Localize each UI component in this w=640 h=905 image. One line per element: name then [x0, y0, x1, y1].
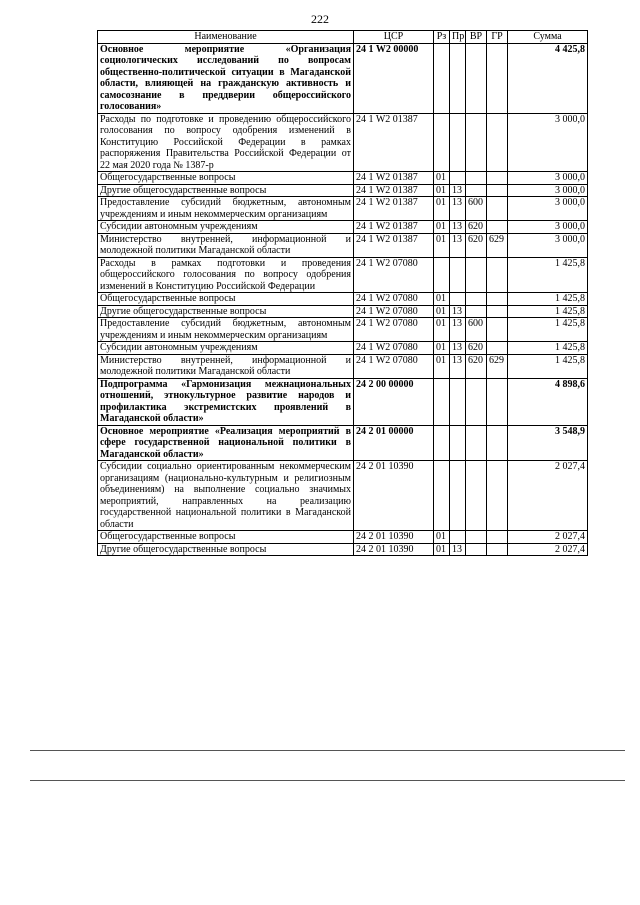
- cell-csr: 24 1 W2 07080: [354, 318, 434, 342]
- cell-gr: [487, 425, 508, 461]
- cell-name: Общегосударственные вопросы: [98, 531, 354, 544]
- cell-sum: 2 027,4: [508, 543, 588, 556]
- cell-csr: 24 2 01 10390: [354, 531, 434, 544]
- cell-rz: 01: [434, 184, 450, 197]
- cell-pr: [450, 113, 466, 172]
- header-sum: Сумма: [508, 31, 588, 44]
- cell-vr: 620: [466, 342, 487, 355]
- table-row: [98, 221, 588, 234]
- cell-name: Министерство внутренней, информационной и молодежной политики Магаданской области: [98, 354, 354, 378]
- table-row: [98, 184, 588, 197]
- cell-pr: 13: [450, 184, 466, 197]
- cell-name: Другие общегосударственные вопросы: [98, 305, 354, 318]
- cell-vr: [466, 305, 487, 318]
- table-row: [98, 461, 588, 531]
- cell-name: Основное мероприятие «Организация социологических исследований по вопросам общественно-политической ситуации в Магаданской области, влияющей на гражданскую активность и самосознание в преддверии общероссийского голосования»: [98, 43, 354, 113]
- table-row: [98, 342, 588, 355]
- table-row: [98, 113, 588, 172]
- cell-sum: 1 425,8: [508, 293, 588, 306]
- header-vr: ВР: [466, 31, 487, 44]
- cell-csr: 24 1 W2 01387: [354, 233, 434, 257]
- cell-gr: [487, 257, 508, 293]
- cell-vr: [466, 378, 487, 425]
- cell-vr: 620: [466, 233, 487, 257]
- cell-vr: [466, 293, 487, 306]
- cell-name: Основное мероприятие «Реализация мероприятий в сфере государственной национальной политики в Магаданской области»: [98, 425, 354, 461]
- cell-sum: 4 898,6: [508, 378, 588, 425]
- cell-vr: [466, 43, 487, 113]
- cell-csr: 24 1 W2 07080: [354, 342, 434, 355]
- cell-gr: [487, 305, 508, 318]
- table-row: [98, 172, 588, 185]
- cell-sum: 3 548,9: [508, 425, 588, 461]
- cell-csr: 24 1 W2 07080: [354, 354, 434, 378]
- cell-gr: [487, 531, 508, 544]
- table-row: [98, 257, 588, 293]
- table-row: [98, 293, 588, 306]
- cell-pr: [450, 461, 466, 531]
- cell-name: Министерство внутренней, информационной и молодежной политики Магаданской области: [98, 233, 354, 257]
- cell-pr: [450, 257, 466, 293]
- cell-name: Предоставление субсидий бюджетным, автономным учреждениям и иным некоммерческим организациям: [98, 318, 354, 342]
- cell-rz: [434, 461, 450, 531]
- table-header-row: [98, 31, 588, 44]
- cell-gr: [487, 461, 508, 531]
- table-row: [98, 43, 588, 113]
- cell-vr: 600: [466, 197, 487, 221]
- cell-gr: 629: [487, 233, 508, 257]
- cell-csr: 24 1 W2 07080: [354, 305, 434, 318]
- cell-gr: [487, 378, 508, 425]
- cell-pr: 13: [450, 197, 466, 221]
- cell-csr: 24 1 W2 01387: [354, 172, 434, 185]
- cell-rz: [434, 425, 450, 461]
- table-row: [98, 197, 588, 221]
- cell-csr: 24 1 W2 01387: [354, 221, 434, 234]
- cell-pr: 13: [450, 221, 466, 234]
- cell-rz: 01: [434, 293, 450, 306]
- cell-rz: [434, 257, 450, 293]
- cell-vr: 620: [466, 354, 487, 378]
- cell-csr: 24 1 W2 01387: [354, 184, 434, 197]
- cell-sum: 3 000,0: [508, 221, 588, 234]
- table-row: [98, 425, 588, 461]
- cell-pr: [450, 378, 466, 425]
- cell-vr: 620: [466, 221, 487, 234]
- cell-sum: 3 000,0: [508, 113, 588, 172]
- header-pr: Пр: [450, 31, 466, 44]
- cell-sum: 1 425,8: [508, 305, 588, 318]
- cell-pr: 13: [450, 233, 466, 257]
- cell-name: Расходы по подготовке и проведению общероссийского голосования по вопросу одобрения изменений в Конституцию Российской Федерации в рамках распоряжения Правительства Российской Федерации от 22 мая 2020 года № 1387-р: [98, 113, 354, 172]
- cell-pr: 13: [450, 543, 466, 556]
- cell-gr: [487, 172, 508, 185]
- cell-name: Субсидии автономным учреждениям: [98, 221, 354, 234]
- cell-rz: 01: [434, 531, 450, 544]
- cell-csr: 24 1 W2 07080: [354, 293, 434, 306]
- cell-pr: 13: [450, 318, 466, 342]
- cell-rz: [434, 113, 450, 172]
- cell-vr: [466, 543, 487, 556]
- cell-pr: [450, 43, 466, 113]
- cell-sum: 3 000,0: [508, 184, 588, 197]
- cell-csr: 24 1 W2 01387: [354, 197, 434, 221]
- table-row: [98, 354, 588, 378]
- table-row: [98, 543, 588, 556]
- header-rz: Рз: [434, 31, 450, 44]
- table-row: [98, 378, 588, 425]
- cell-rz: 01: [434, 221, 450, 234]
- cell-gr: [487, 43, 508, 113]
- header-gr: ГР: [487, 31, 508, 44]
- cell-gr: [487, 113, 508, 172]
- cell-csr: 24 2 01 10390: [354, 461, 434, 531]
- table-row: [98, 305, 588, 318]
- cell-vr: [466, 531, 487, 544]
- cell-gr: [487, 318, 508, 342]
- cell-pr: [450, 172, 466, 185]
- cell-sum: 1 425,8: [508, 354, 588, 378]
- cell-csr: 24 1 W2 07080: [354, 257, 434, 293]
- cell-pr: [450, 293, 466, 306]
- cell-name: Другие общегосударственные вопросы: [98, 543, 354, 556]
- cell-pr: [450, 425, 466, 461]
- cell-rz: 01: [434, 172, 450, 185]
- cell-name: Другие общегосударственные вопросы: [98, 184, 354, 197]
- cell-sum: 2 027,4: [508, 461, 588, 531]
- cell-gr: [487, 221, 508, 234]
- table-row: [98, 531, 588, 544]
- footer-rule-bottom: [30, 780, 625, 781]
- cell-sum: 1 425,8: [508, 257, 588, 293]
- cell-rz: 01: [434, 305, 450, 318]
- cell-pr: 13: [450, 342, 466, 355]
- cell-rz: 01: [434, 318, 450, 342]
- cell-gr: [487, 543, 508, 556]
- table-row: [98, 233, 588, 257]
- table-row: [98, 318, 588, 342]
- header-name: Наименование: [98, 31, 354, 44]
- cell-gr: [487, 342, 508, 355]
- cell-rz: [434, 43, 450, 113]
- cell-vr: 600: [466, 318, 487, 342]
- cell-name: Общегосударственные вопросы: [98, 172, 354, 185]
- cell-name: Расходы в рамках подготовки и проведения общероссийского голосования по вопросу одобрения изменений в Конституцию Российской Федерации: [98, 257, 354, 293]
- cell-pr: [450, 531, 466, 544]
- cell-name: Субсидии автономным учреждениям: [98, 342, 354, 355]
- page-number: 222: [311, 12, 329, 26]
- cell-name: Подпрограмма «Гармонизация межнациональных отношений, этнокультурное развитие народов и профилактика экстремистских проявлений в Магаданской области»: [98, 378, 354, 425]
- cell-sum: 4 425,8: [508, 43, 588, 113]
- cell-csr: 24 2 01 00000: [354, 425, 434, 461]
- table-body: [98, 43, 588, 556]
- cell-csr: 24 2 01 10390: [354, 543, 434, 556]
- cell-rz: 01: [434, 197, 450, 221]
- cell-sum: 3 000,0: [508, 172, 588, 185]
- cell-sum: 1 425,8: [508, 342, 588, 355]
- cell-rz: 01: [434, 543, 450, 556]
- cell-vr: [466, 425, 487, 461]
- cell-vr: [466, 461, 487, 531]
- cell-gr: [487, 184, 508, 197]
- cell-name: Предоставление субсидий бюджетным, автономным учреждениям и иным некоммерческим организациям: [98, 197, 354, 221]
- cell-rz: [434, 378, 450, 425]
- cell-vr: [466, 257, 487, 293]
- header-csr: ЦСР: [354, 31, 434, 44]
- cell-gr: 629: [487, 354, 508, 378]
- cell-vr: [466, 172, 487, 185]
- cell-gr: [487, 293, 508, 306]
- cell-rz: 01: [434, 342, 450, 355]
- budget-table: [97, 30, 588, 556]
- cell-sum: 2 027,4: [508, 531, 588, 544]
- cell-csr: 24 1 W2 01387: [354, 113, 434, 172]
- cell-name: Субсидии социально ориентированным некоммерческим организациям (национально-культурным и религиозным объединениям) на выполнение социально значимых мероприятий, направленных на реализацию государственной национальной политики в Магаданской области: [98, 461, 354, 531]
- cell-vr: [466, 113, 487, 172]
- cell-name: Общегосударственные вопросы: [98, 293, 354, 306]
- cell-sum: 1 425,8: [508, 318, 588, 342]
- cell-csr: 24 2 00 00000: [354, 378, 434, 425]
- cell-csr: 24 1 W2 00000: [354, 43, 434, 113]
- cell-rz: 01: [434, 354, 450, 378]
- footer-rule-top: [30, 750, 625, 751]
- cell-gr: [487, 197, 508, 221]
- cell-pr: 13: [450, 305, 466, 318]
- cell-vr: [466, 184, 487, 197]
- cell-sum: 3 000,0: [508, 197, 588, 221]
- cell-sum: 3 000,0: [508, 233, 588, 257]
- cell-pr: 13: [450, 354, 466, 378]
- cell-rz: 01: [434, 233, 450, 257]
